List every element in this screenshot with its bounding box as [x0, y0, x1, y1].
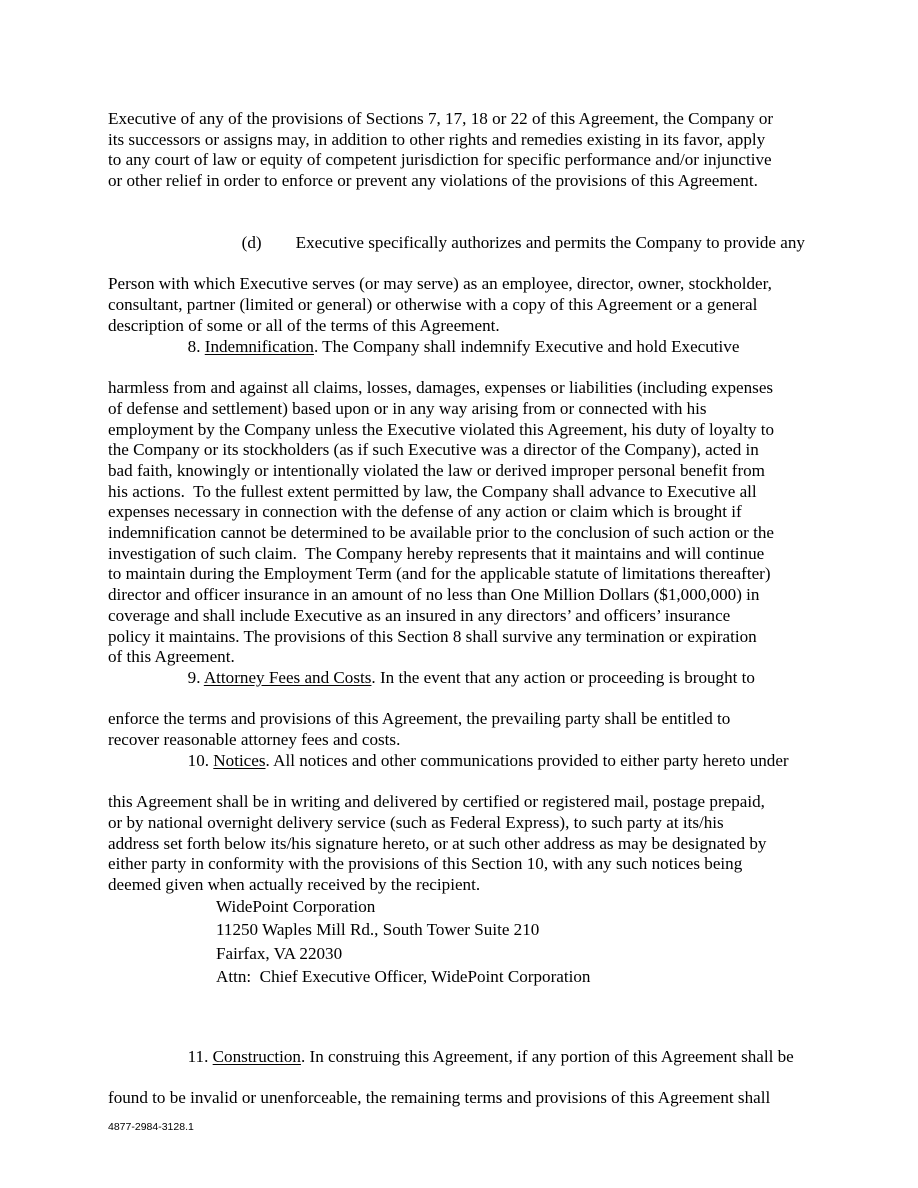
- text-line: [108, 647, 818, 709]
- text-line-content: . In the event that any action or proceeding is brought to: [371, 667, 755, 687]
- text-line-content: . In construing this Agreement, if any portion of this Agreement shall be: [300, 1046, 794, 1066]
- text-line: [108, 316, 818, 378]
- section-heading: Notices: [213, 750, 266, 770]
- section-11-construction: [108, 1026, 818, 1109]
- subsection-label: (d): [241, 232, 262, 252]
- text-line: to maintain during the Employment Term (and for the applicable statute of limitations thereafter): [108, 564, 771, 584]
- text-line: or other relief in order to enforce or prevent any violations of the provisions of this Agreement.: [108, 171, 758, 191]
- text-line: this Agreement shall be in writing and delivered by certified or registered mail, postage prepaid,: [108, 792, 765, 812]
- text-line: [108, 1026, 818, 1088]
- text-line: enforce the terms and provisions of this Agreement, the prevailing party shall be entitled to: [108, 709, 731, 729]
- section-10-notices: [108, 730, 818, 896]
- text-line-content: . The Company shall indemnify Executive and hold Executive: [313, 336, 740, 356]
- text-line: investigation of such claim. The Company hereby represents that it maintains and will continue: [108, 543, 765, 563]
- text-line: director and officer insurance in an amount of no less than One Million Dollars ($1,000,000) in: [108, 585, 760, 605]
- text-line: found to be invalid or unenforceable, the remaining terms and provisions of this Agreement shall: [108, 1088, 771, 1108]
- section-number: 8.: [187, 336, 201, 356]
- text-line: expenses necessary in connection with the defense of any action or claim which is brought if: [108, 502, 742, 522]
- text-line: [108, 730, 818, 792]
- address-city: Fairfax, VA 22030: [216, 943, 343, 963]
- text-line: of this Agreement.: [108, 647, 235, 667]
- notice-address: [216, 895, 816, 989]
- text-line: employment by the Company unless the Executive violated this Agreement, his duty of loyalty to: [108, 419, 775, 439]
- section-heading: Construction: [212, 1046, 301, 1066]
- text-line: Person with which Executive serves (or may serve) as an employee, director, owner, stockholder,: [108, 274, 772, 294]
- text-line: or by national overnight delivery service (such as Federal Express), to such party at its/his: [108, 812, 724, 832]
- text-line: description of some or all of the terms of this Agreement.: [108, 315, 500, 335]
- section-heading: Attorney Fees and Costs: [203, 667, 372, 687]
- text-line: its successors or assigns may, in addition to other rights and remedies existing in its favor, apply: [108, 129, 766, 149]
- paragraph-c-continuation: [108, 109, 818, 192]
- text-line: the Company or its stockholders (as if such Executive was a director of the Company), acted in: [108, 440, 759, 460]
- text-line: policy it maintains. The provisions of this Section 8 shall survive any termination or expiration: [108, 626, 757, 646]
- text-line-content: Executive specifically authorizes and permits the Company to provide any: [295, 232, 805, 252]
- text-line: either party in conformity with the provisions of this Section 10, with any such notices being: [108, 854, 743, 874]
- section-number: 10.: [187, 750, 210, 770]
- address-company: WidePoint Corporation: [216, 897, 376, 916]
- section-number: 9.: [187, 667, 201, 687]
- text-line: deemed given when actually received by the recipient.: [108, 874, 481, 894]
- text-line: harmless from and against all claims, losses, damages, expenses or liabilities (including expenses: [108, 378, 774, 398]
- text-line: address set forth below its/his signature hereto, or at such other address as may be designated by: [108, 833, 767, 853]
- address-street: 11250 Waples Mill Rd., South Tower Suite 210: [216, 920, 540, 940]
- text-line: Executive of any of the provisions of Sections 7, 17, 18 or 22 of this Agreement, the Company or: [108, 109, 774, 128]
- text-line: his actions. To the fullest extent permitted by law, the Company shall advance to Executive all: [108, 481, 757, 501]
- text-line: coverage and shall include Executive as an insured in any directors’ and officers’ insurance: [108, 605, 731, 625]
- text-line-content: . All notices and other communications provided to either party hereto under: [265, 750, 789, 770]
- section-heading: Indemnification: [204, 336, 314, 356]
- text-line: to any court of law or equity of competent jurisdiction for specific performance and/or injunctive: [108, 150, 772, 170]
- text-line: indemnification cannot be determined to be available prior to the conclusion of such action or the: [108, 523, 774, 543]
- text-line: of defense and settlement) based upon or in any way arising from or connected with his: [108, 398, 707, 418]
- text-line: [108, 212, 818, 274]
- address-attention: Attn: Chief Executive Officer, WidePoint Corporation: [216, 967, 591, 987]
- text-line: bad faith, knowingly or intentionally violated the law or derived improper personal benefit from: [108, 460, 765, 480]
- document-id-footer: 4877-2984-3128.1: [108, 1121, 194, 1133]
- section-number: 11.: [187, 1046, 209, 1066]
- section-8-indemnification: [108, 316, 818, 668]
- text-line: consultant, partner (limited or general) or otherwise with a copy of this Agreement or a general: [108, 294, 758, 314]
- text-line: recover reasonable attorney fees and costs.: [108, 729, 401, 749]
